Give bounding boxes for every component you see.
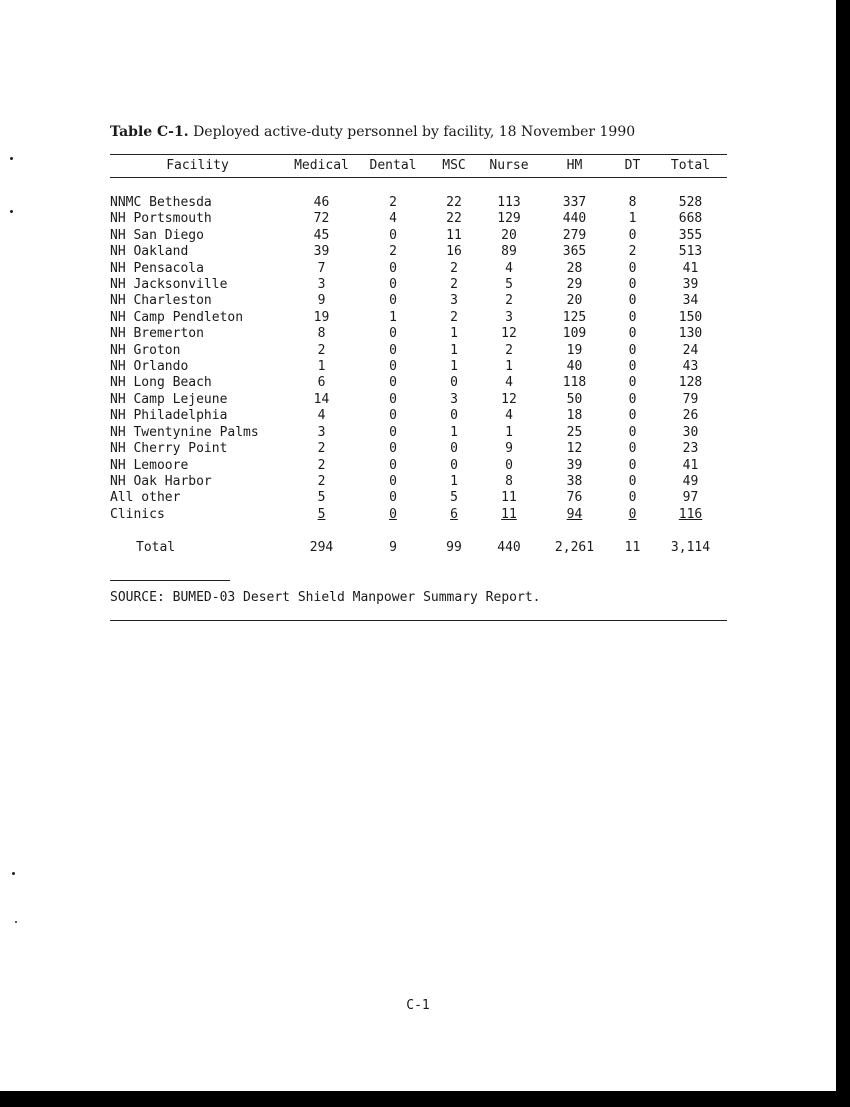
cell-hm: 94: [566, 506, 583, 522]
cell-dental: 0: [389, 506, 397, 522]
column-header-dt: DT: [624, 158, 641, 173]
cell-total: 41: [682, 457, 699, 473]
cell-hm: 12: [566, 441, 583, 457]
cell-dt: 0: [628, 293, 637, 309]
facility-name: NH Lemoore: [110, 457, 189, 473]
cell-medical: 1: [317, 359, 326, 375]
cell-msc: 1: [450, 473, 458, 489]
cell-dt: 0: [628, 227, 637, 243]
cell-dt: 0: [628, 490, 637, 506]
scan-speck: [10, 157, 13, 160]
cell-dental: 0: [389, 490, 397, 506]
facility-name: NH Long Beach: [110, 375, 212, 391]
cell-total: 39: [682, 277, 699, 293]
cell-medical: 9: [317, 293, 326, 309]
cell-hm: 19: [566, 342, 583, 358]
cell-hm: 50: [566, 391, 583, 407]
cell-dt: 0: [628, 375, 637, 391]
cell-medical: 46: [313, 195, 330, 210]
cell-dental: 0: [389, 260, 397, 276]
cell-total: 26: [682, 408, 699, 424]
cell-dt: 2: [628, 244, 637, 260]
cell-hm: 125: [562, 309, 587, 325]
cell-msc: 2: [450, 260, 458, 276]
cell-nurse: 4: [505, 408, 513, 424]
facility-name: NH Camp Lejeune: [110, 391, 228, 407]
cell-medical: 8: [317, 326, 326, 342]
cell-total: 24: [682, 342, 699, 358]
cell-nurse: 2: [505, 342, 513, 358]
cell-msc: 2: [450, 277, 458, 293]
table-bottom-rule: [110, 620, 727, 621]
cell-total: 528: [678, 195, 703, 210]
table-caption-text: Deployed active-duty personnel by facility, 18 November 1990: [193, 124, 636, 140]
cell-hm: 118: [562, 375, 587, 391]
facility-name: Clinics: [110, 506, 165, 522]
cell-total: 30: [682, 424, 699, 440]
cell-dental: 0: [389, 424, 397, 440]
total-total: 3,114: [670, 540, 711, 555]
cell-hm: 365: [562, 244, 587, 260]
cell-total: 49: [682, 473, 699, 489]
cell-dental: 0: [389, 359, 397, 375]
column-header-nurse: Nurse: [489, 158, 529, 173]
cell-msc: 1: [450, 326, 458, 342]
cell-medical: 4: [317, 408, 326, 424]
cell-dt: 0: [628, 326, 637, 342]
cell-nurse: 12: [501, 326, 517, 342]
facility-name: NH Orlando: [110, 359, 189, 375]
table-total-row: [110, 540, 727, 556]
facility-name: NH Bremerton: [110, 326, 204, 342]
cell-dt: 0: [628, 473, 637, 489]
facility-name: NH Oak Harbor: [110, 473, 212, 489]
cell-msc: 22: [446, 195, 462, 210]
total-label: Total: [136, 540, 176, 555]
cell-medical: 2: [317, 457, 326, 473]
cell-total: 41: [682, 260, 699, 276]
cell-dt: 0: [628, 260, 637, 276]
column-header-msc: MSC: [442, 158, 466, 173]
total-msc: 99: [446, 540, 462, 555]
cell-msc: 0: [450, 441, 458, 457]
cell-dental: 4: [389, 211, 397, 227]
cell-medical: 72: [313, 211, 330, 227]
cell-dental: 0: [389, 473, 397, 489]
source-rule: [110, 580, 230, 581]
cell-hm: 38: [566, 473, 583, 489]
cell-msc: 0: [450, 457, 458, 473]
table-top-rule: [110, 154, 727, 155]
cell-nurse: 4: [505, 375, 513, 391]
cell-medical: 39: [313, 244, 330, 260]
cell-medical: 3: [317, 424, 326, 440]
total-nurse: 440: [497, 540, 521, 555]
column-header-hm: HM: [566, 158, 583, 173]
scan-speck: [15, 921, 17, 923]
cell-msc: 0: [450, 408, 458, 424]
cell-medical: 3: [317, 277, 326, 293]
column-header-facility: Facility: [166, 158, 229, 173]
cell-hm: 20: [566, 293, 583, 309]
cell-medical: 6: [317, 375, 326, 391]
facility-name: NH Charleston: [110, 293, 212, 309]
cell-dental: 0: [389, 391, 397, 407]
column-header-medical: Medical: [294, 158, 349, 173]
cell-dental: 0: [389, 408, 397, 424]
cell-hm: 109: [562, 326, 587, 342]
cell-dt: 0: [628, 408, 637, 424]
cell-nurse: 12: [501, 391, 517, 407]
cell-hm: 39: [566, 457, 583, 473]
cell-dt: 0: [628, 277, 637, 293]
cell-dental: 1: [389, 309, 397, 325]
cell-total: 34: [682, 293, 699, 309]
cell-dental: 2: [389, 244, 397, 260]
cell-hm: 337: [562, 195, 587, 210]
cell-total: 355: [678, 227, 703, 243]
facility-name: NH San Diego: [110, 227, 204, 243]
cell-msc: 11: [446, 227, 462, 243]
facility-name: NH Portsmouth: [110, 211, 212, 227]
facility-name: NH Cherry Point: [110, 441, 228, 457]
cell-msc: 1: [450, 424, 458, 440]
cell-hm: 28: [566, 260, 583, 276]
cell-dental: 0: [389, 457, 397, 473]
cell-total: 79: [682, 391, 699, 407]
cell-nurse: 5: [505, 277, 513, 293]
facility-name: NH Groton: [110, 342, 181, 358]
cell-nurse: 20: [501, 227, 517, 243]
cell-nurse: 0: [505, 457, 513, 473]
cell-nurse: 129: [497, 211, 521, 227]
cell-dental: 0: [389, 326, 397, 342]
cell-medical: 7: [317, 260, 326, 276]
cell-nurse: 9: [505, 441, 513, 457]
cell-dental: 0: [389, 441, 397, 457]
total-dt: 11: [624, 540, 641, 555]
cell-total: 116: [678, 506, 703, 522]
scan-edge-right: [836, 0, 850, 1107]
cell-msc: 3: [450, 391, 458, 407]
cell-msc: 3: [450, 293, 458, 309]
facility-name: NH Camp Pendleton: [110, 309, 244, 325]
cell-total: 97: [682, 490, 699, 506]
cell-medical: 2: [317, 473, 326, 489]
cell-hm: 25: [566, 424, 583, 440]
cell-hm: 76: [566, 490, 583, 506]
cell-hm: 40: [566, 359, 583, 375]
table-header-rule: [110, 177, 727, 178]
cell-nurse: 8: [505, 473, 513, 489]
scan-speck: [10, 210, 13, 213]
cell-msc: 5: [450, 490, 458, 506]
cell-total: 668: [678, 211, 703, 227]
total-medical: 294: [309, 540, 334, 555]
cell-medical: 2: [317, 342, 326, 358]
cell-nurse: 4: [505, 260, 513, 276]
cell-medical: 45: [313, 227, 330, 243]
cell-total: 150: [678, 309, 703, 325]
table-caption: [110, 124, 730, 140]
cell-medical: 19: [313, 309, 330, 325]
facility-name: NH Oakland: [110, 244, 189, 260]
total-hm: 2,261: [554, 540, 595, 555]
cell-msc: 2: [450, 309, 458, 325]
facility-name: NH Pensacola: [110, 260, 204, 276]
table-header-row: [110, 158, 727, 174]
scan-speck: [12, 872, 15, 875]
cell-dental: 0: [389, 227, 397, 243]
cell-msc: 22: [446, 211, 462, 227]
cell-medical: 5: [317, 490, 326, 506]
cell-total: 130: [678, 326, 703, 342]
cell-msc: 1: [450, 359, 458, 375]
cell-medical: 2: [317, 441, 326, 457]
cell-nurse: 11: [501, 490, 517, 506]
cell-medical: 5: [317, 506, 326, 522]
cell-nurse: 1: [505, 359, 513, 375]
cell-dental: 2: [389, 195, 397, 210]
cell-msc: 6: [450, 506, 458, 522]
cell-hm: 29: [566, 277, 583, 293]
cell-dental: 0: [389, 293, 397, 309]
table-caption-label: Table C-1.: [110, 124, 189, 140]
cell-hm: 18: [566, 408, 583, 424]
cell-nurse: 11: [501, 506, 517, 522]
cell-msc: 16: [446, 244, 462, 260]
cell-dt: 0: [628, 359, 637, 375]
facility-name: NNMC Bethesda: [110, 195, 212, 210]
cell-nurse: 113: [497, 195, 521, 210]
facility-name: All other: [110, 490, 181, 506]
facility-name: NH Jacksonville: [110, 277, 228, 293]
cell-dt: 0: [628, 441, 637, 457]
cell-dental: 0: [389, 375, 397, 391]
facility-name: NH Twentynine Palms: [110, 424, 259, 440]
cell-dt: 8: [628, 195, 637, 210]
page-number: C-1: [406, 998, 430, 1013]
cell-msc: 0: [450, 375, 458, 391]
cell-total: 43: [682, 359, 699, 375]
cell-dt: 0: [628, 506, 637, 522]
cell-hm: 279: [562, 227, 587, 243]
cell-nurse: 89: [501, 244, 517, 260]
cell-dt: 0: [628, 457, 637, 473]
cell-total: 23: [682, 441, 699, 457]
column-header-dental: Dental: [369, 158, 417, 173]
table-body: [110, 195, 727, 523]
cell-dental: 0: [389, 342, 397, 358]
total-dental: 9: [389, 540, 397, 555]
facility-name: NH Philadelphia: [110, 408, 228, 424]
cell-msc: 1: [450, 342, 458, 358]
cell-medical: 14: [313, 391, 330, 407]
cell-dt: 0: [628, 424, 637, 440]
source-note: SOURCE: BUMED-03 Desert Shield Manpower Summary Report.: [110, 590, 541, 605]
cell-hm: 440: [562, 211, 587, 227]
cell-dt: 1: [628, 211, 637, 227]
cell-dental: 0: [389, 277, 397, 293]
cell-nurse: 1: [505, 424, 513, 440]
cell-dt: 0: [628, 342, 637, 358]
cell-total: 128: [678, 375, 703, 391]
cell-dt: 0: [628, 391, 637, 407]
cell-nurse: 2: [505, 293, 513, 309]
scan-edge-bottom: [0, 1091, 850, 1107]
cell-nurse: 3: [505, 309, 513, 325]
column-header-total: Total: [670, 158, 711, 173]
cell-dt: 0: [628, 309, 637, 325]
cell-total: 513: [678, 244, 703, 260]
